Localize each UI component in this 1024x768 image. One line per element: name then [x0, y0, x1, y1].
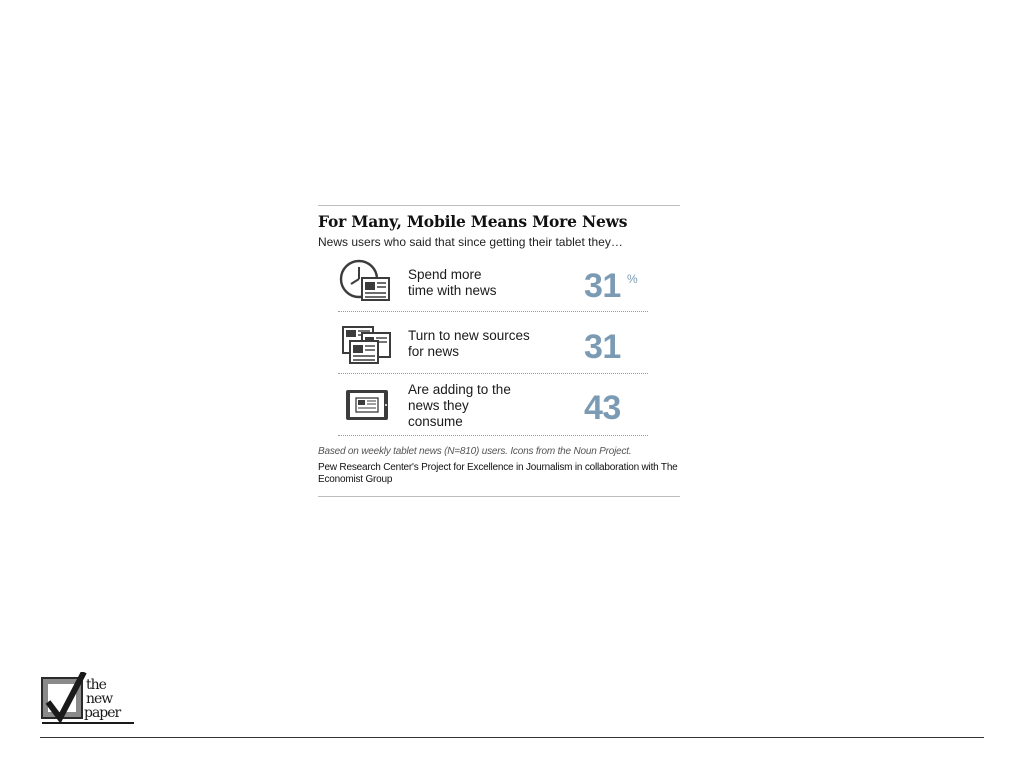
chart-title: For Many, Mobile Means More News: [318, 212, 628, 231]
stat-label: Spend more time with news: [408, 267, 497, 298]
footer-divider: [40, 737, 984, 738]
the-new-paper-logo: [40, 672, 136, 726]
stat-value: 31: [584, 328, 621, 366]
percent-sign: %: [627, 272, 638, 286]
chart-source: Pew Research Center's Project for Excellence in Journalism in collaboration with The Economist Group: [318, 462, 678, 485]
stat-value: 43: [584, 389, 621, 427]
clock-newspaper-icon: [338, 258, 394, 304]
stat-row-adding-news: [338, 373, 648, 436]
stat-row-more-time: [338, 256, 648, 312]
stat-value: 31: [584, 267, 621, 305]
stat-label: Turn to new sources for news: [408, 328, 530, 359]
logo-text-the: the: [86, 677, 106, 693]
logo-text-new: new: [86, 691, 113, 707]
newspapers-icon: [338, 325, 394, 365]
logo-text-paper: paper: [84, 705, 121, 721]
tablet-icon: [338, 388, 394, 422]
chart-note: Based on weekly tablet news (N=810) users. Icons from the Noun Project.: [318, 446, 632, 457]
stat-row-new-sources: [338, 311, 648, 374]
stat-label: Are adding to the news they consume: [408, 382, 511, 429]
chart-card: [318, 205, 680, 497]
chart-subtitle: News users who said that since getting their tablet they…: [318, 235, 623, 249]
